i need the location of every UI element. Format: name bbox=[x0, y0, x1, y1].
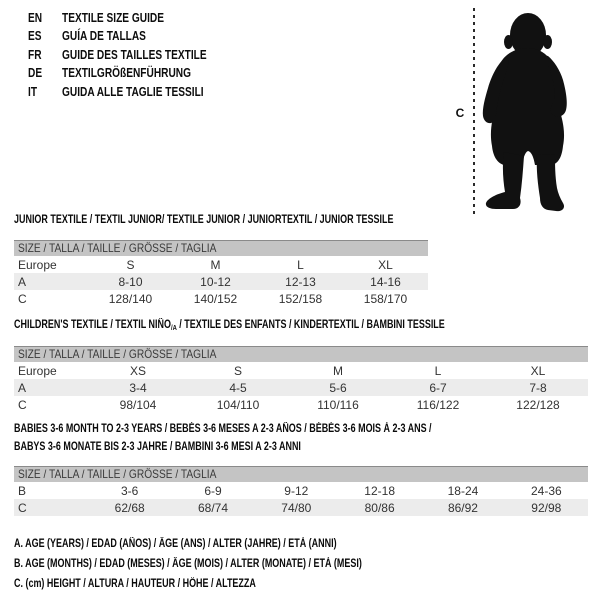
size-cell: 92/98 bbox=[531, 500, 562, 515]
row-label: C bbox=[18, 397, 27, 412]
size-cell: L bbox=[434, 363, 442, 378]
size-cell: M bbox=[333, 363, 343, 378]
size-cell: 74/80 bbox=[281, 500, 312, 515]
table-row bbox=[14, 273, 428, 290]
babies-table-title bbox=[14, 420, 549, 456]
language-row-it bbox=[28, 83, 247, 101]
toddler-silhouette-icon bbox=[478, 8, 578, 215]
size-cell: 128/140 bbox=[108, 291, 153, 306]
language-title: TEXTILGRÖßENFÜHRUNG bbox=[62, 65, 192, 81]
size-cell: 152/158 bbox=[278, 291, 323, 306]
size-cell: 98/104 bbox=[119, 397, 157, 412]
size-cell: 24-36 bbox=[530, 483, 562, 498]
size-cell: 104/110 bbox=[216, 397, 260, 412]
size-cell: 18-24 bbox=[447, 483, 479, 498]
table-row bbox=[14, 396, 588, 413]
size-cell: 12-13 bbox=[285, 274, 316, 289]
size-cell: 6-7 bbox=[429, 380, 447, 395]
size-cell: XL bbox=[530, 363, 546, 378]
size-cell: 8-10 bbox=[118, 274, 143, 289]
size-cell: 116/122 bbox=[416, 397, 460, 412]
legend-line-b: B. AGE (MONTHS) / EDAD (MESES) / ÂGE (MOIS) / ALTER (MONATE) / ETÀ (MESI) bbox=[14, 558, 362, 570]
measure-legend bbox=[14, 534, 460, 594]
junior-table-title bbox=[14, 211, 500, 229]
language-code: EN bbox=[28, 10, 43, 25]
size-header-text: SIZE / TALLA / TAILLE / GRÖSSE / TAGLIA bbox=[18, 347, 217, 361]
language-row-de bbox=[28, 64, 247, 82]
children-table-title bbox=[14, 316, 566, 335]
size-cell: 80/86 bbox=[364, 500, 395, 515]
size-cell: S bbox=[126, 257, 135, 272]
size-cell: S bbox=[233, 363, 242, 378]
language-row-es bbox=[28, 27, 247, 45]
language-row-fr bbox=[28, 46, 247, 64]
row-label: A bbox=[18, 380, 27, 395]
babies-table-title-line2: BABYS 3-6 MONATE BIS 2-3 JAHRE / BAMBINI 3-6 MESI A 2-3 ANNI bbox=[14, 441, 301, 453]
row-label: C bbox=[18, 291, 27, 306]
row-label: Europe bbox=[18, 257, 57, 272]
children-table-title-text: CHILDREN'S TEXTILE / TEXTIL $NIÑO_{/A}$ / TEXTILE DES ENFANTS / KINDERTEXTIL / BAMBINI TESSILE bbox=[14, 319, 445, 332]
language-code: IT bbox=[28, 83, 38, 99]
language-list bbox=[28, 9, 247, 101]
size-cell: 6-9 bbox=[204, 483, 222, 498]
language-title: GUÍA DE TALLAS bbox=[62, 28, 146, 44]
table-row bbox=[14, 379, 588, 396]
size-header-bar bbox=[14, 240, 428, 256]
size-cell: 110/116 bbox=[317, 397, 359, 412]
size-cell: 12-18 bbox=[364, 483, 395, 498]
junior-size-table bbox=[14, 240, 428, 307]
language-title: GUIDE DES TAILLES TEXTILE bbox=[62, 46, 207, 62]
size-cell: XS bbox=[129, 363, 146, 378]
size-cell: 62/68 bbox=[114, 500, 145, 515]
size-cell: 68/74 bbox=[197, 500, 228, 515]
size-cell: M bbox=[210, 257, 221, 272]
size-cell: 86/92 bbox=[447, 500, 478, 515]
size-cell: 4-5 bbox=[229, 380, 247, 395]
size-cell: L bbox=[297, 257, 304, 272]
size-cell: 5-6 bbox=[329, 380, 347, 395]
language-code: FR bbox=[28, 46, 42, 62]
row-label: C bbox=[18, 500, 27, 515]
row-label: Europe bbox=[18, 363, 57, 378]
babies-table-title-line1: BABIES 3-6 MONTH TO 2-3 YEARS / BEBÉS 3-6 MESES A 2-3 AÑOS / BÉBÉS 3-6 MOIS À 2-3 ANS / bbox=[14, 423, 432, 435]
table-row bbox=[14, 482, 588, 499]
language-code: ES bbox=[28, 28, 42, 44]
size-cell: XL bbox=[378, 257, 393, 272]
junior-table-title-text: JUNIOR TEXTILE / TEXTIL JUNIOR/ TEXTILE JUNIOR / JUNIORTEXTIL / JUNIOR TESSILE bbox=[14, 214, 394, 226]
size-cell: 122/128 bbox=[516, 397, 560, 412]
size-header-bar bbox=[14, 466, 588, 482]
height-measure-dotted-line bbox=[473, 8, 475, 214]
language-title: GUIDA ALLE TAGLIE TESSILI bbox=[62, 83, 204, 99]
size-header-bar bbox=[14, 346, 588, 362]
size-cell: 3-6 bbox=[120, 483, 139, 498]
size-cell: 14-16 bbox=[370, 274, 401, 289]
size-header-text: SIZE / TALLA / TAILLE / GRÖSSE / TAGLIA bbox=[18, 467, 217, 481]
children-size-table bbox=[14, 346, 588, 413]
size-cell: 3-4 bbox=[129, 380, 147, 395]
language-code: DE bbox=[28, 65, 43, 81]
language-title: TEXTILE SIZE GUIDE bbox=[62, 10, 164, 25]
row-label: A bbox=[18, 274, 27, 289]
size-cell: 10-12 bbox=[200, 274, 231, 289]
table-row bbox=[14, 499, 588, 516]
size-cell: 9-12 bbox=[284, 483, 309, 498]
row-label: B bbox=[18, 483, 27, 498]
size-cell: 158/170 bbox=[363, 291, 408, 306]
size-cell: 140/152 bbox=[193, 291, 238, 306]
height-measure-label: C bbox=[455, 106, 465, 120]
legend-line-c: C. (cm) HEIGHT / ALTURA / HAUTEUR / HÖHE / ALTEZZA bbox=[14, 578, 256, 590]
table-row bbox=[14, 362, 588, 379]
language-row-en bbox=[28, 9, 247, 27]
babies-size-table bbox=[14, 466, 588, 516]
size-header-text: SIZE / TALLA / TAILLE / GRÖSSE / TAGLIA bbox=[18, 241, 217, 255]
table-row bbox=[14, 290, 428, 307]
table-row bbox=[14, 256, 428, 273]
size-cell: 7-8 bbox=[529, 380, 547, 395]
legend-line-a: A. AGE (YEARS) / EDAD (AÑOS) / ÂGE (ANS) / ALTER (JAHRE) / ETÀ (ANNI) bbox=[14, 538, 337, 550]
